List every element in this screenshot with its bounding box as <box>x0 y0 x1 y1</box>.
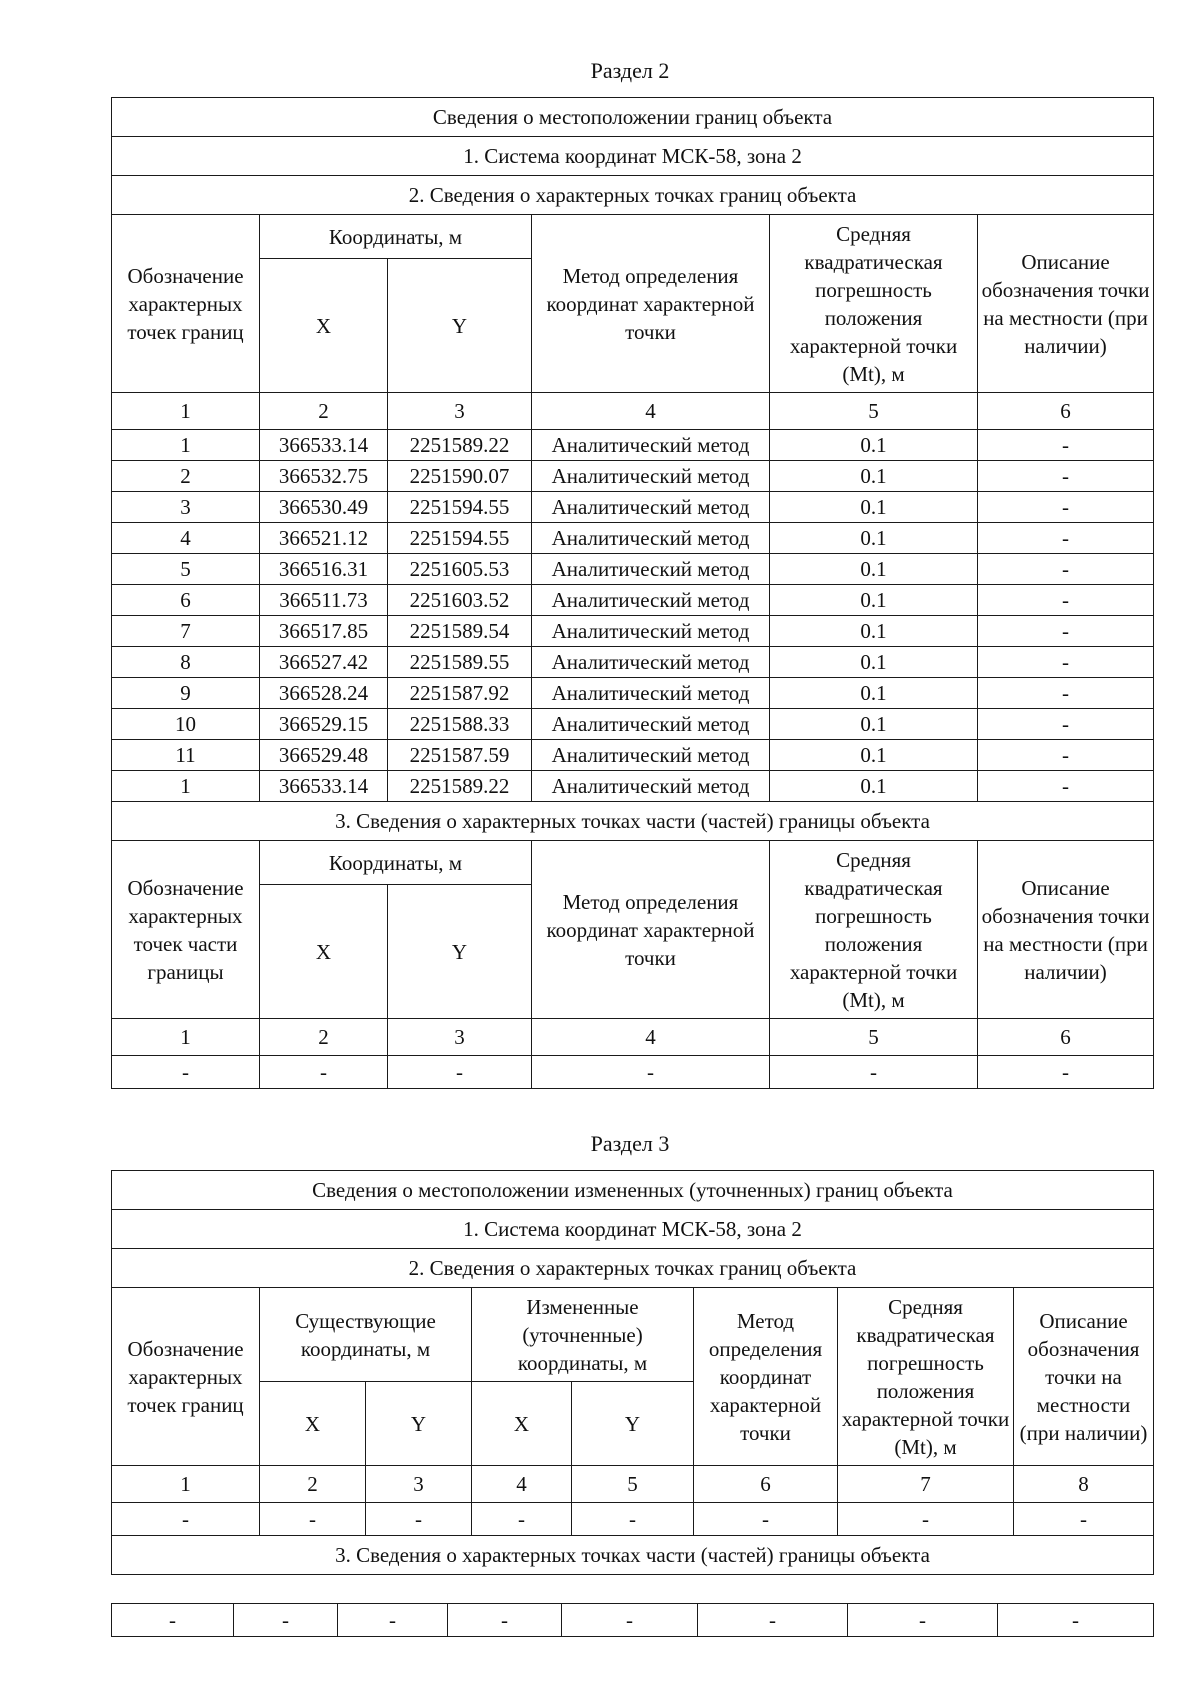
s3-header-description: Описание обозначения точки на местности (при наличии) <box>1014 1288 1154 1466</box>
section-2-caption: Сведения о местоположении границ объекта <box>112 98 1154 137</box>
s3-header-existing-y: Y <box>366 1382 472 1466</box>
parts-table-row: - - - - - - <box>112 1056 1154 1089</box>
section-3-points-title: 2. Сведения о характерных точках границ объекта <box>112 1249 1154 1288</box>
header-method: Метод определения координат характерной точки <box>532 215 770 393</box>
table-row: 11 366529.48 2251587.59 Аналитический метод 0.1 - <box>112 740 1154 771</box>
parts-header-description: Описание обозначения точки на местности (при наличии) <box>978 841 1154 1019</box>
section-3-coordinate-system: 1. Система координат МСК-58, зона 2 <box>112 1210 1154 1249</box>
s3-header-changed-coordinates: Измененные (уточненные) координаты, м <box>472 1288 694 1382</box>
parts-header-method: Метод определения координат характерной точки <box>532 841 770 1019</box>
section-2-title: Раздел 2 <box>590 58 670 83</box>
table-row: 6 366511.73 2251603.52 Аналитический метод 0.1 - <box>112 585 1154 616</box>
header-y: Y <box>388 259 532 393</box>
parts-header-coordinates: Координаты, м <box>260 841 532 885</box>
section-3-title: Раздел 3 <box>590 1131 670 1156</box>
table-row: 1 366533.14 2251589.22 Аналитический метод 0.1 - <box>112 430 1154 461</box>
table-row: 5 366516.31 2251605.53 Аналитический метод 0.1 - <box>112 554 1154 585</box>
s3-header-existing-coordinates: Существующие координаты, м <box>260 1288 472 1382</box>
section-2-table <box>111 97 1154 1089</box>
table-row: 4 366521.12 2251594.55 Аналитический метод 0.1 - <box>112 523 1154 554</box>
header-description: Описание обозначения точки на местности (при наличии) <box>978 215 1154 393</box>
parts-title: 3. Сведения о характерных точках части (частей) границы объекта <box>112 802 1154 841</box>
column-number-row: 1 2 3 4 5 6 <box>112 393 1154 430</box>
parts-header-error: Средняя квадратическая погрешность положения характерной точки (Mt), м <box>770 841 978 1019</box>
s3-parts-row: - - - - - - - - <box>112 1604 1154 1637</box>
table-row: 10 366529.15 2251588.33 Аналитический метод 0.1 - <box>112 709 1154 740</box>
section-3-caption: Сведения о местоположении измененных (уточненных) границ объекта <box>112 1171 1154 1210</box>
s3-header-changed-x: X <box>472 1382 572 1466</box>
s3-header-existing-x: X <box>260 1382 366 1466</box>
header-designation: Обозначение характерных точек границ <box>112 215 260 393</box>
table-row: 7 366517.85 2251589.54 Аналитический метод 0.1 - <box>112 616 1154 647</box>
parts-column-number-row: 1 2 3 4 5 6 <box>112 1019 1154 1056</box>
coordinate-system: 1. Система координат МСК-58, зона 2 <box>112 137 1154 176</box>
s3-header-designation: Обозначение характерных точек границ <box>112 1288 260 1466</box>
table-row: 1 366533.14 2251589.22 Аналитический метод 0.1 - <box>112 771 1154 802</box>
table-row: 9 366528.24 2251587.92 Аналитический метод 0.1 - <box>112 678 1154 709</box>
s3-header-method: Метод определения координат характерной точки <box>694 1288 838 1466</box>
s3-table-row: - - - - - - - - <box>112 1503 1154 1536</box>
parts-header-designation: Обозначение характерных точек части границы <box>112 841 260 1019</box>
header-coordinates: Координаты, м <box>260 215 532 259</box>
points-title: 2. Сведения о характерных точках границ объекта <box>112 176 1154 215</box>
parts-header-x: X <box>260 885 388 1019</box>
header-error: Средняя квадратическая погрешность положения характерной точки (Mt), м <box>770 215 978 393</box>
s3-header-changed-y: Y <box>572 1382 694 1466</box>
parts-header-y: Y <box>388 885 532 1019</box>
s3-column-number-row: 1 2 3 4 5 6 7 8 <box>112 1466 1154 1503</box>
table-row: 8 366527.42 2251589.55 Аналитический метод 0.1 - <box>112 647 1154 678</box>
s3-parts-table <box>111 1603 1154 1637</box>
table-row: 2 366532.75 2251590.07 Аналитический метод 0.1 - <box>112 461 1154 492</box>
s3-header-error: Средняя квадратическая погрешность положения характерной точки (Mt), м <box>838 1288 1014 1466</box>
table-row: 3 366530.49 2251594.55 Аналитический метод 0.1 - <box>112 492 1154 523</box>
header-x: X <box>260 259 388 393</box>
s3-parts-title: 3. Сведения о характерных точках части (частей) границы объекта <box>112 1536 1154 1575</box>
section-3-table <box>111 1170 1154 1575</box>
